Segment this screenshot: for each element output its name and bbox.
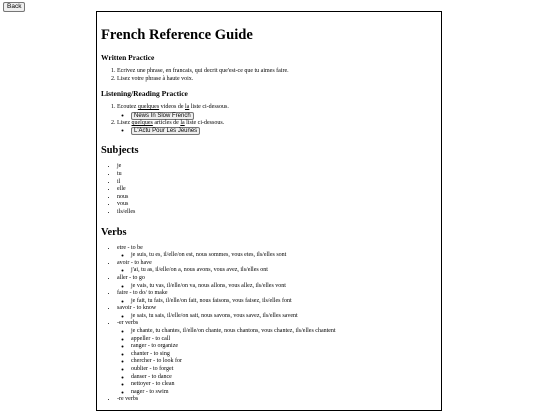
- subjects-list: [101, 163, 441, 216]
- verb-label: aller - to go: [117, 274, 145, 281]
- list-item: ◦ appeller - to call: [131, 336, 441, 344]
- list-item: • vous: [117, 201, 441, 209]
- la-link[interactable]: la: [180, 119, 185, 126]
- item-text: liste ci-dessous.: [184, 119, 225, 126]
- list-item: ◦ je suis, tu es, il/elle/on est, nous sommes, vous etes, ils/elles sont: [131, 252, 441, 260]
- verb-label: avoir - to have: [117, 259, 152, 266]
- list-item: [117, 396, 441, 404]
- list-item: • tu: [117, 171, 441, 179]
- list-item: [117, 260, 441, 275]
- list-item: ◦ je sais, tu sais, il/elle/on sait, nous savons, vous savez, ils/elles savent: [131, 313, 441, 321]
- item-text: Lisez: [117, 119, 132, 126]
- back-button[interactable]: Back: [3, 2, 25, 12]
- list-item: [117, 305, 441, 320]
- listening-practice-list: [101, 104, 441, 135]
- list-item: 2. Lisez votre phrase à haute voix.: [117, 76, 441, 84]
- written-practice-heading: Written Practice: [101, 53, 155, 62]
- list-item: ◦ nettoyer - to clean: [131, 381, 441, 389]
- list-item: ◦ chanter - to sing: [131, 351, 441, 359]
- actu-pour-les-jeunes-button[interactable]: L'Actu Pour Les Jeunes: [131, 127, 200, 135]
- item-text: Ecoutez: [117, 104, 138, 111]
- list-item: ◦ chercher - to look for: [131, 358, 441, 366]
- list-item: ◦ nager - to swim: [131, 389, 441, 397]
- list-item: ◦ danser - to dance: [131, 374, 441, 382]
- list-item: ◦ ranger - to organize: [131, 343, 441, 351]
- list-item: [117, 320, 441, 396]
- list-item: 1. Ecrivez une phrase, en francais, qui decrit que'est-ce que tu aimes faire.: [117, 68, 441, 76]
- news-in-slow-french-button[interactable]: News In Slow French: [131, 112, 194, 120]
- verb-label: -er verbs: [117, 320, 139, 327]
- list-item: ◦ je vais, tu vas, il/elle/on va, nous allons, vous allez, ils/elles vont: [131, 283, 441, 291]
- verb-label: savoir - to know: [117, 305, 157, 312]
- item-text: liste ci-dessous.: [189, 104, 229, 111]
- list-item: • nous: [117, 194, 441, 202]
- list-item: • elle: [117, 186, 441, 194]
- reference-document: [96, 11, 442, 411]
- list-item: ◦ je fait, tu fais, il/elle/on fait, nous faisons, vous faisez, ils/elles font: [131, 298, 441, 306]
- list-item: [131, 112, 441, 120]
- list-item: • je: [117, 163, 441, 171]
- list-item: [117, 290, 441, 305]
- list-item: • ils/elles: [117, 209, 441, 217]
- list-item: ◦ je chante, tu chantes, il/elle/on chante, nous chantons, vous chantez, ils/elles chantent: [131, 328, 441, 336]
- verb-label: etre - to be: [117, 244, 143, 251]
- item-text: videos de: [159, 104, 185, 111]
- list-item: ◦ oublier - to forget: [131, 366, 441, 374]
- listening-practice-heading: Listening/Reading Practice: [101, 89, 188, 99]
- verb-label: -re verbs: [117, 396, 139, 403]
- written-practice-list: [101, 68, 441, 83]
- subjects-heading: Subjects: [101, 145, 139, 157]
- quelques-link[interactable]: quelques: [131, 119, 153, 126]
- la-link[interactable]: la: [184, 104, 190, 111]
- list-item: [117, 104, 441, 120]
- list-item: [117, 275, 441, 290]
- verbs-list: [101, 245, 441, 404]
- verbs-heading: Verbs: [101, 226, 127, 238]
- list-item: [117, 245, 441, 260]
- list-item: ◦ j'ai, tu as, il/elle/on a, nous avons, vous avez, ils/elles ont: [131, 267, 441, 275]
- verb-label: faire - to do/ to make: [117, 290, 168, 297]
- list-item: [117, 120, 441, 136]
- quelques-link[interactable]: quelques: [137, 104, 160, 111]
- item-text: articles de: [152, 119, 181, 126]
- page-title: French Reference Guide: [101, 27, 253, 43]
- list-item: • il: [117, 179, 441, 187]
- list-item: [131, 127, 441, 135]
